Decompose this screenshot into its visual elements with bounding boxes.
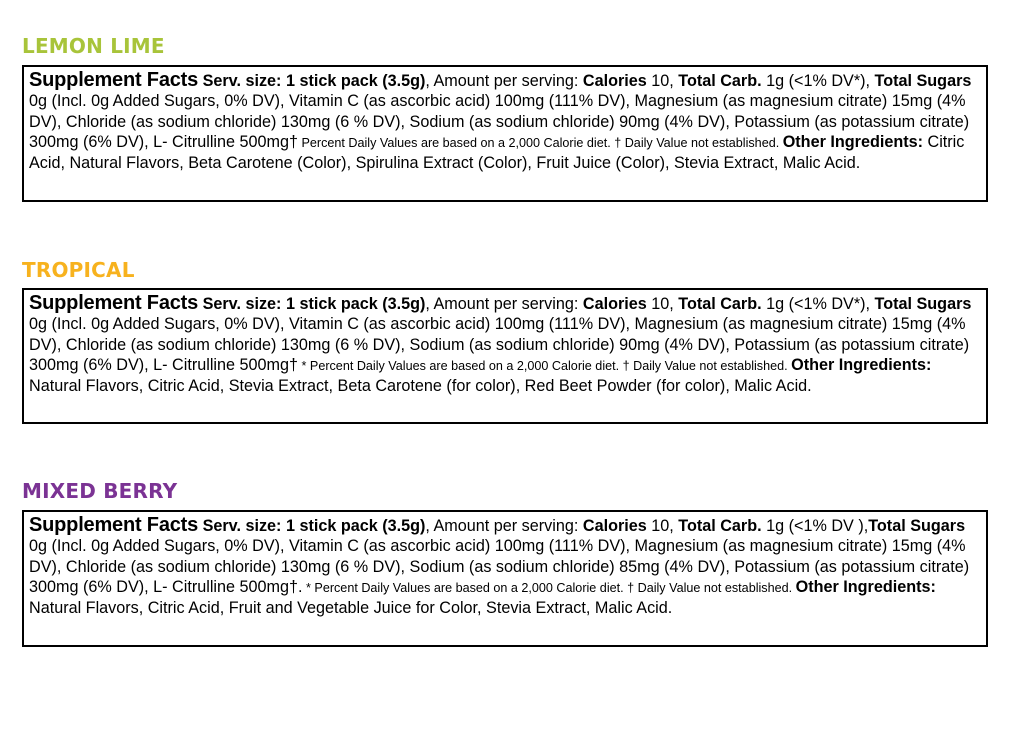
supplement-facts-text [29, 70, 980, 173]
total-sugars-label: Total Sugars [874, 295, 972, 313]
nutrients-text: 0g (Incl. 0g Added Sugars, 0% DV), Vitamin C (as ascorbic acid) 100mg (111% DV), Magnesium (as magnesium citrate) 15mg (4% DV), Chloride (as sodium chloride) 130mg (6 % DV), Sodium (as sodium chloride) 90mg (4% DV), Potassium (as potassium citrate) 300mg (6% DV), L- Citrulline 500mg† [29, 92, 970, 151]
amount-per-serving-label: , Amount per serving: [425, 72, 583, 90]
amount-per-serving-label: , Amount per serving: [425, 517, 583, 535]
calories-label: Calories [582, 517, 647, 535]
other-ingredients-text: Natural Flavors, Citric Acid, Stevia Extract, Beta Carotene (for color), Red Beet Powder (for color), Malic Acid. [29, 377, 812, 396]
serving-size-label: Serv. size: 1 stick pack (3.5g) [202, 517, 426, 535]
total-carb-label: Total Carb. [678, 517, 762, 535]
flavor-title-tropical: TROPICAL [22, 258, 135, 282]
other-ingredients-label: Other Ingredients: [795, 577, 936, 596]
daily-value-footnote: * Percent Daily Values are based on a 2,000 Calorie diet. † Daily Value not established. [298, 358, 792, 373]
calories-value: 10, [646, 72, 679, 90]
total-carb-value: 1g (<1% DV*), [761, 72, 875, 90]
calories-value: 10, [646, 295, 679, 313]
supplement-facts-text [29, 293, 980, 396]
serving-size-label: Serv. size: 1 stick pack (3.5g) [202, 72, 426, 90]
total-carb-label: Total Carb. [678, 72, 762, 90]
other-ingredients-text: Natural Flavors, Citric Acid, Fruit and Vegetable Juice for Color, Stevia Extract, Malic Acid. [29, 599, 673, 618]
amount-per-serving-label: , Amount per serving: [425, 295, 583, 313]
total-sugars-label: Total Sugars [874, 72, 972, 90]
flavor-title-mixed-berry: MIXED BERRY [22, 479, 178, 503]
daily-value-footnote: * Percent Daily Values are based on a 2,000 Calorie diet. † Daily Value not established. [302, 580, 796, 595]
other-ingredients-label: Other Ingredients: [782, 132, 924, 151]
supplement-facts-heading: Supplement Facts [29, 514, 199, 536]
total-carb-label: Total Carb. [678, 295, 762, 313]
other-ingredients-text: Citric Acid, Natural Flavors, Beta Carotene (Color), Spirulina Extract (Color), Fruit Juice (Color), Stevia Extract, Malic Acid. [29, 132, 965, 173]
supplement-facts-box-mixed-berry [22, 510, 988, 647]
supplement-facts-box-tropical [22, 288, 988, 424]
supplement-facts-box-lemon-lime [22, 65, 988, 202]
nutrients-text: 0g (Incl. 0g Added Sugars, 0% DV), Vitamin C (as ascorbic acid) 100mg (111% DV), Magnesium (as magnesium citrate) 15mg (4% DV), Chloride (as sodium chloride) 130mg (6 % DV), Sodium (as sodium chloride) 85mg (4% DV), Potassium (as potassium citrate) 300mg (6% DV), L- Citrulline 500mg†. [29, 537, 970, 596]
supplement-facts-heading: Supplement Facts [29, 69, 199, 91]
supplement-facts-heading: Supplement Facts [29, 292, 199, 314]
serving-size-label: Serv. size: 1 stick pack (3.5g) [202, 295, 426, 313]
other-ingredients-label: Other Ingredients: [791, 355, 932, 374]
calories-label: Calories [582, 72, 647, 90]
total-carb-value: 1g (<1% DV ), [761, 517, 869, 535]
calories-value: 10, [646, 517, 679, 535]
total-sugars-label: Total Sugars [868, 517, 966, 535]
daily-value-footnote: Percent Daily Values are based on a 2,000 Calorie diet. † Daily Value not established. [298, 135, 783, 150]
flavor-title-lemon-lime: LEMON LIME [22, 34, 165, 58]
supplement-facts-text [29, 515, 980, 618]
total-carb-value: 1g (<1% DV*), [761, 295, 875, 313]
nutrients-text: 0g (Incl. 0g Added Sugars, 0% DV), Vitamin C (as ascorbic acid) 100mg (111% DV), Magnesium (as magnesium citrate) 15mg (4% DV), Chloride (as sodium chloride) 130mg (6 % DV), Sodium (as sodium chloride) 90mg (4% DV), Potassium (as potassium citrate) 300mg (6% DV), L- Citrulline 500mg† [29, 315, 970, 374]
calories-label: Calories [582, 295, 647, 313]
